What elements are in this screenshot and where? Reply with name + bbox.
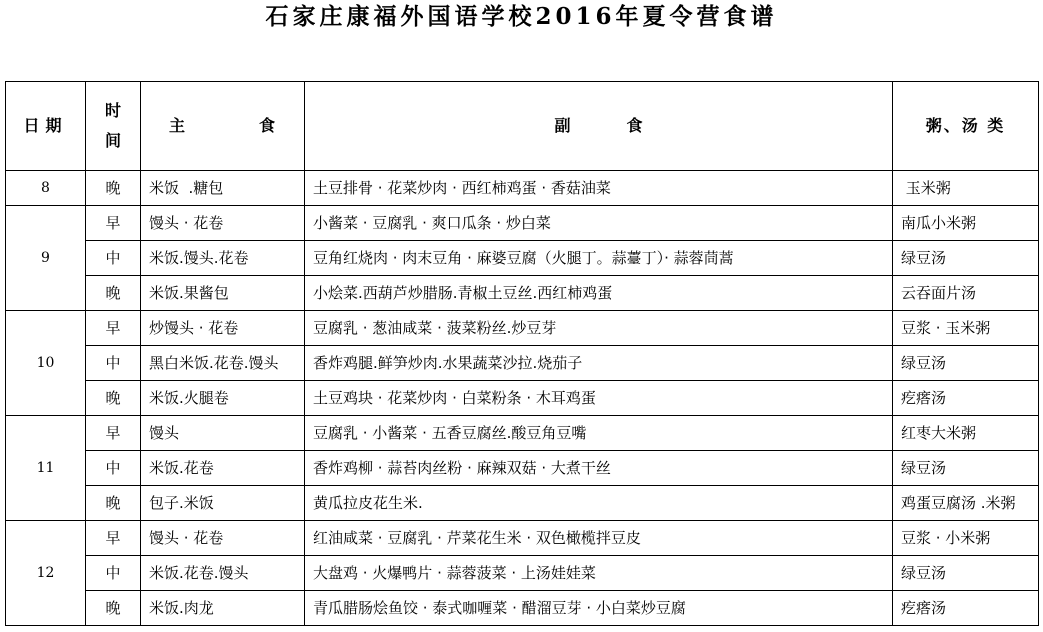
side-cell: 香炸鸡柳 · 蒜苔肉丝粉 · 麻辣双菇 · 大煮干丝 — [305, 451, 893, 486]
table-row — [6, 556, 1039, 591]
time-cell: 晚 — [86, 486, 141, 521]
header-side-a: 副 — [554, 116, 571, 135]
staple-cell: 馒头 · 花卷 — [141, 206, 305, 241]
time-cell: 中 — [86, 556, 141, 591]
staple-cell: 馒头 — [141, 416, 305, 451]
date-cell: 10 — [6, 311, 86, 416]
side-cell: 豆腐乳 · 小酱菜 · 五香豆腐丝.酸豆角豆嘴 — [305, 416, 893, 451]
side-cell: 土豆排骨 · 花菜炒肉 · 西红柿鸡蛋 · 香菇油菜 — [305, 171, 893, 206]
side-cell: 红油咸菜 · 豆腐乳 · 芹菜花生米 · 双色橄榄拌豆皮 — [305, 521, 893, 556]
side-cell: 黄瓜拉皮花生米. — [305, 486, 893, 521]
staple-cell: 馒头 · 花卷 — [141, 521, 305, 556]
header-side-dishes — [305, 82, 893, 171]
table-row — [6, 346, 1039, 381]
header-time — [86, 82, 141, 171]
staple-cell: 米饭.火腿卷 — [141, 381, 305, 416]
header-time-line2: 间 — [104, 131, 121, 150]
table-row — [6, 171, 1039, 206]
staple-cell: 米饭.花卷 — [141, 451, 305, 486]
table-row — [6, 591, 1039, 626]
table-row — [6, 311, 1039, 346]
staple-cell: 米饭 .糖包 — [141, 171, 305, 206]
date-cell: 9 — [6, 206, 86, 311]
side-cell: 香炸鸡腿.鲜笋炒肉.水果蔬菜沙拉.烧茄子 — [305, 346, 893, 381]
side-cell: 豆角红烧肉 · 肉末豆角 · 麻婆豆腐（火腿丁。蒜薹丁）· 蒜蓉茼蒿 — [305, 241, 893, 276]
table-row — [6, 521, 1039, 556]
soup-cell: 绿豆汤 — [893, 451, 1039, 486]
soup-cell: 玉米粥 — [893, 171, 1039, 206]
staple-cell: 米饭.馒头.花卷 — [141, 241, 305, 276]
date-cell: 12 — [6, 521, 86, 626]
time-cell: 中 — [86, 346, 141, 381]
time-cell: 中 — [86, 241, 141, 276]
staple-cell: 米饭.肉龙 — [141, 591, 305, 626]
table-row — [6, 241, 1039, 276]
header-row — [6, 82, 1039, 171]
table-row — [6, 276, 1039, 311]
time-cell: 晚 — [86, 171, 141, 206]
soup-cell: 绿豆汤 — [893, 241, 1039, 276]
soup-cell: 鸡蛋豆腐汤 .米粥 — [893, 486, 1039, 521]
table-row — [6, 416, 1039, 451]
soup-cell: 红枣大米粥 — [893, 416, 1039, 451]
header-date: 日期 — [6, 82, 86, 171]
staple-cell: 炒馒头 · 花卷 — [141, 311, 305, 346]
time-cell: 晚 — [86, 591, 141, 626]
time-cell: 早 — [86, 521, 141, 556]
soup-cell: 绿豆汤 — [893, 346, 1039, 381]
table-row — [6, 486, 1039, 521]
soup-cell: 绿豆汤 — [893, 556, 1039, 591]
header-side-b: 食 — [626, 116, 643, 135]
soup-cell: 豆浆 · 小米粥 — [893, 521, 1039, 556]
time-cell: 早 — [86, 416, 141, 451]
time-cell: 晚 — [86, 381, 141, 416]
soup-cell: 疙瘩汤 — [893, 381, 1039, 416]
date-cell: 11 — [6, 416, 86, 521]
time-cell: 中 — [86, 451, 141, 486]
menu-table — [5, 81, 1039, 626]
date-cell: 8 — [6, 171, 86, 206]
side-cell: 豆腐乳 · 葱油咸菜 · 菠菜粉丝.炒豆芽 — [305, 311, 893, 346]
soup-cell: 云吞面片汤 — [893, 276, 1039, 311]
table-row — [6, 451, 1039, 486]
side-cell: 青瓜腊肠烩鱼饺 · 泰式咖喱菜 · 醋溜豆芽 · 小白菜炒豆腐 — [305, 591, 893, 626]
time-cell: 晚 — [86, 276, 141, 311]
table-row — [6, 381, 1039, 416]
header-staple-a: 主 — [169, 116, 186, 135]
time-cell: 早 — [86, 206, 141, 241]
header-soup: 粥、汤 类 — [893, 82, 1039, 171]
soup-cell: 豆浆 · 玉米粥 — [893, 311, 1039, 346]
time-cell: 早 — [86, 311, 141, 346]
staple-cell: 包子.米饭 — [141, 486, 305, 521]
soup-cell: 疙瘩汤 — [893, 591, 1039, 626]
header-time-line1: 时 — [104, 101, 121, 120]
staple-cell: 米饭.果酱包 — [141, 276, 305, 311]
side-cell: 小酱菜 · 豆腐乳 · 爽口瓜条 · 炒白菜 — [305, 206, 893, 241]
staple-cell: 米饭.花卷.馒头 — [141, 556, 305, 591]
page-title: 石家庄康福外国语学校2016年夏令营食谱 — [265, 3, 778, 30]
header-staple — [141, 82, 305, 171]
header-staple-b: 食 — [259, 116, 276, 135]
side-cell: 小烩菜.西葫芦炒腊肠.青椒土豆丝.西红柿鸡蛋 — [305, 276, 893, 311]
side-cell: 大盘鸡 · 火爆鸭片 · 蒜蓉菠菜 · 上汤娃娃菜 — [305, 556, 893, 591]
side-cell: 土豆鸡块 · 花菜炒肉 · 白菜粉条 · 木耳鸡蛋 — [305, 381, 893, 416]
staple-cell: 黑白米饭.花卷.馒头 — [141, 346, 305, 381]
table-row — [6, 206, 1039, 241]
soup-cell: 南瓜小米粥 — [893, 206, 1039, 241]
